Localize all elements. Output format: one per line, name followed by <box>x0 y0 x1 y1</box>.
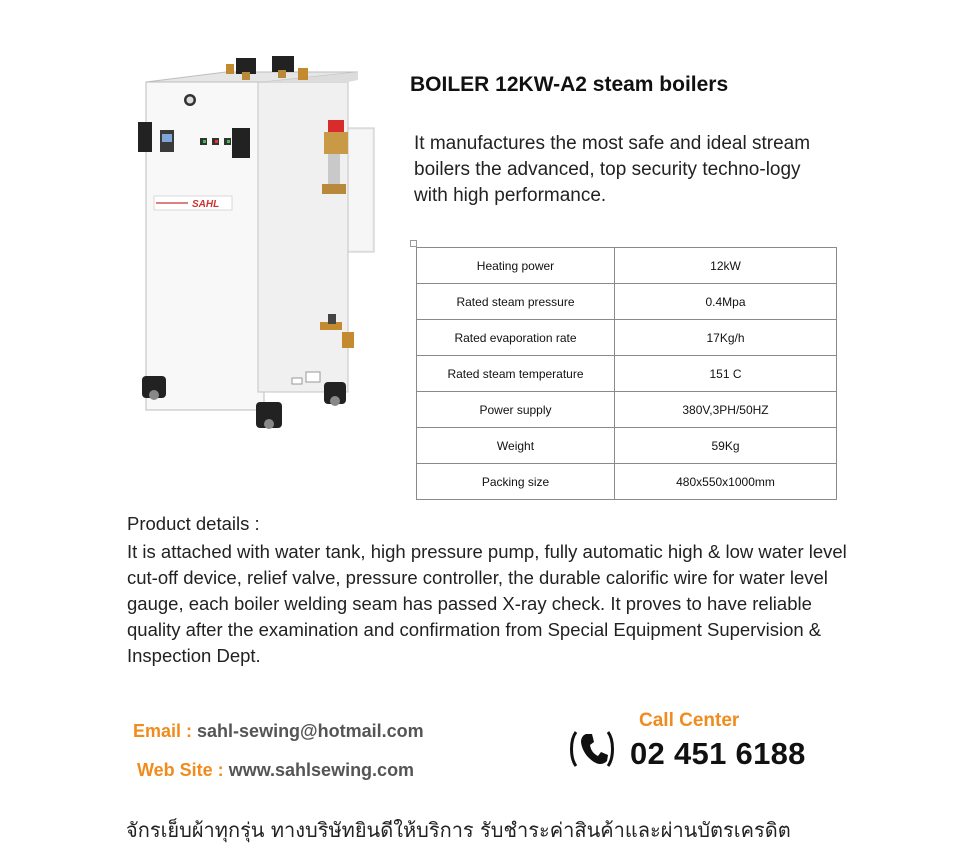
spec-label: Rated steam pressure <box>417 284 615 320</box>
spec-row <box>417 392 837 428</box>
product-title: BOILER 12KW-A2 steam boilers <box>410 73 729 96</box>
spec-label: Packing size <box>417 464 615 500</box>
spec-label: Weight <box>417 428 615 464</box>
phone-icon <box>566 726 618 772</box>
spec-value: 59Kg <box>615 428 837 464</box>
spec-value: 151 C <box>615 356 837 392</box>
product-intro: It manufactures the most safe and ideal stream boilers the advanced, top security techno-logy with high performance. <box>414 133 811 206</box>
spec-label: Rated evaporation rate <box>417 320 615 356</box>
spec-row <box>417 284 837 320</box>
details-body: It is attached with water tank, high pressure pump, fully automatic high & low water level cut-off device, relief valve, pressure controller, the durable calorific wire for water level gauge, each boiler welding seam has passed X-ray check. It proves to have reliable quality after the examination and confirmation from Special Equipment Supervision & Inspection Dept. <box>127 541 847 666</box>
website-label: Web Site : <box>137 760 229 780</box>
spec-row <box>417 356 837 392</box>
email-label: Email : <box>133 721 198 741</box>
table-anchor-icon <box>410 240 417 247</box>
spec-label: Rated steam temperature <box>417 356 615 392</box>
spec-label: Heating power <box>417 248 615 284</box>
spec-value: 17Kg/h <box>615 320 837 356</box>
spec-value: 380V,3PH/50HZ <box>615 392 837 428</box>
spec-row <box>417 320 837 356</box>
call-center-label: Call Center <box>639 710 740 731</box>
spec-label: Power supply <box>417 392 615 428</box>
spec-row <box>417 428 837 464</box>
footer-thai-text: จักรเย็บผ้าทุกรุ่น ทางบริษัทยินดีให้บริการ รับชำระค่าสินค้าและผ่านบัตรเครดิต <box>126 818 791 842</box>
email-line <box>133 721 424 742</box>
website-link[interactable]: www.sahlsewing.com <box>228 760 415 780</box>
details-heading: Product details : <box>127 513 260 534</box>
website-line <box>137 760 414 781</box>
boiler-product-image <box>128 50 378 435</box>
spec-row <box>417 248 837 284</box>
spec-value: 0.4Mpa <box>615 284 837 320</box>
spec-value: 12kW <box>615 248 837 284</box>
spec-row <box>417 464 837 500</box>
brand-label: SAHL <box>192 199 220 210</box>
spec-value: 480x550x1000mm <box>615 464 837 500</box>
email-link[interactable]: sahl-sewing@hotmail.com <box>197 721 424 741</box>
spec-table <box>416 247 837 500</box>
phone-number[interactable]: 02 451 6188 <box>630 736 806 771</box>
